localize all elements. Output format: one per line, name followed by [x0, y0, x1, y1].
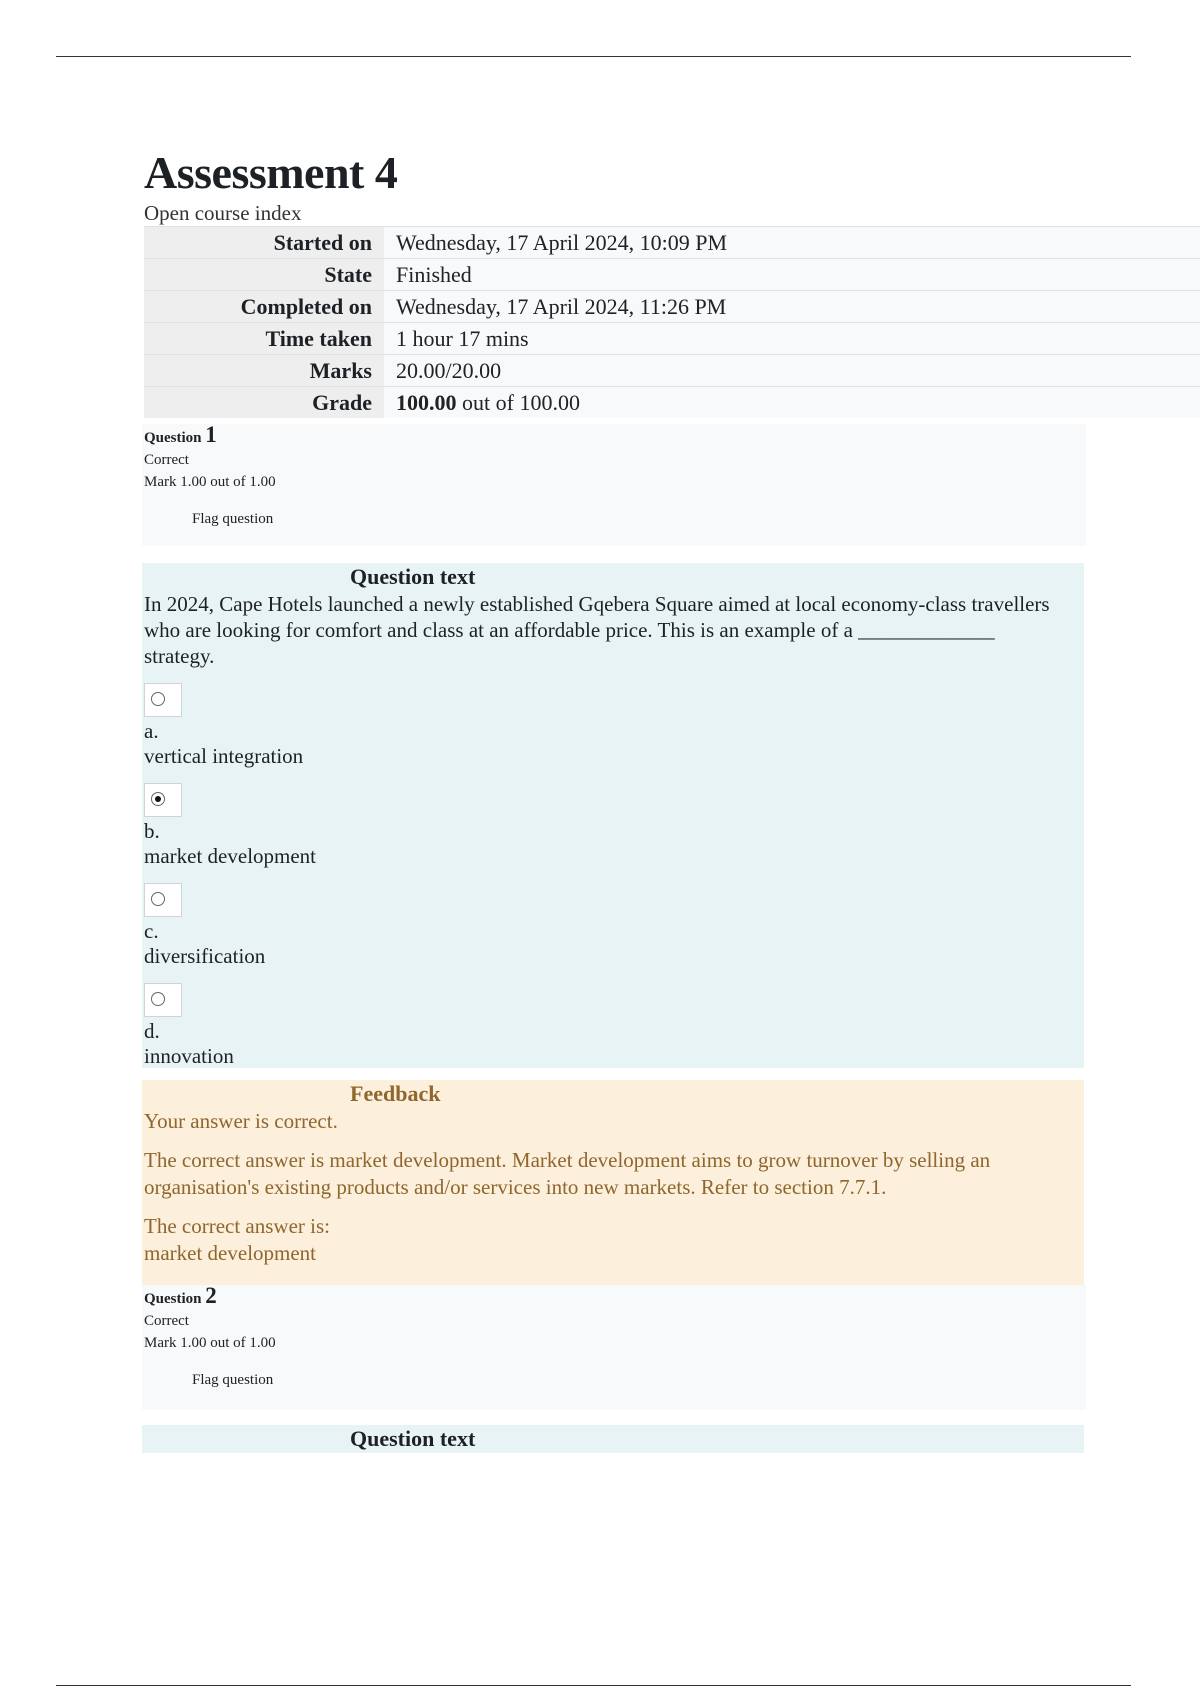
radio-option-d[interactable]	[144, 983, 182, 1017]
question-mark: Mark 1.00 out of 1.00	[144, 474, 276, 490]
grade-out-of: out of 100.00	[456, 389, 580, 415]
general-feedback: Your answer is correct.	[144, 1109, 338, 1133]
answer-option-b	[144, 783, 1082, 869]
option-text: innovation	[144, 1044, 234, 1068]
right-answer-label: The correct answer is:	[144, 1214, 330, 1238]
page-title: Assessment 4	[144, 147, 398, 198]
summary-label: Grade	[144, 387, 384, 419]
question-label: Question	[144, 1291, 202, 1307]
summary-row-state	[144, 259, 1200, 291]
option-letter: a.	[144, 719, 159, 743]
summary-row-grade	[144, 387, 1200, 419]
question-text-heading: Question text	[350, 564, 476, 589]
question-1-formulation	[142, 563, 1084, 1068]
quiz-review-content	[144, 148, 1200, 418]
radio-option-a[interactable]	[144, 683, 182, 717]
question-number	[144, 1285, 1084, 1310]
summary-row-time-taken	[144, 323, 1200, 355]
question-text-heading: Question text	[350, 1426, 476, 1451]
summary-value: Finished	[384, 259, 1200, 291]
summary-label: Time taken	[144, 323, 384, 355]
option-text: diversification	[144, 944, 266, 968]
answer-option-d	[144, 983, 1082, 1069]
question-1-info	[142, 424, 1086, 546]
option-letter: c.	[144, 919, 159, 943]
question-number	[144, 424, 1084, 449]
question-mark: Mark 1.00 out of 1.00	[144, 1335, 276, 1351]
radio-checked-icon	[151, 792, 165, 806]
radio-unchecked-icon	[151, 992, 165, 1006]
radio-option-b[interactable]	[144, 783, 182, 817]
radio-unchecked-icon	[151, 892, 165, 906]
summary-row-started-on	[144, 227, 1200, 259]
question-label: Question	[144, 430, 202, 446]
specific-feedback: The correct answer is market development. Market development aims to grow turnover by selling an organisation's existing products and/or services into new markets. Refer to section 7.7.1.	[144, 1148, 991, 1199]
radio-option-c[interactable]	[144, 883, 182, 917]
option-text: market development	[144, 844, 317, 868]
question-status: Correct	[144, 452, 189, 468]
right-answer	[144, 1213, 1082, 1267]
option-letter: d.	[144, 1019, 160, 1043]
attempt-summary-table	[144, 226, 1200, 418]
summary-label: Completed on	[144, 291, 384, 323]
page-bottom-rule	[56, 1685, 1131, 1686]
radio-unchecked-icon	[151, 692, 165, 706]
summary-row-completed-on	[144, 291, 1200, 323]
summary-row-marks	[144, 355, 1200, 387]
summary-label: State	[144, 259, 384, 291]
question-2-formulation	[142, 1425, 1084, 1453]
summary-value: 20.00/20.00	[384, 355, 1200, 387]
summary-value: 1 hour 17 mins	[384, 323, 1200, 355]
summary-value	[384, 387, 1200, 419]
answer-option-c	[144, 883, 1082, 969]
summary-value: Wednesday, 17 April 2024, 11:26 PM	[384, 291, 1200, 323]
question-text: In 2024, Cape Hotels launched a newly established Gqebera Square aimed at local economy-class travellers who are looking for comfort and class at an affordable price. This is an example of a _____________ strategy.	[144, 592, 1050, 668]
grade-score: 100.00	[396, 389, 457, 415]
page-top-rule	[56, 56, 1131, 57]
flag-question-button[interactable]: Flag question	[192, 511, 274, 527]
question-number-value: 1	[205, 422, 217, 447]
option-letter: b.	[144, 819, 160, 843]
summary-value: Wednesday, 17 April 2024, 10:09 PM	[384, 227, 1200, 259]
question-2-info	[142, 1285, 1086, 1410]
question-number-value: 2	[205, 1283, 217, 1308]
question-1-feedback	[142, 1080, 1084, 1290]
answer-option-a	[144, 683, 1082, 769]
question-status: Correct	[144, 1313, 189, 1329]
right-answer-value: market development	[144, 1241, 317, 1265]
summary-label: Started on	[144, 227, 384, 259]
feedback-heading: Feedback	[350, 1081, 441, 1106]
option-text: vertical integration	[144, 744, 304, 768]
flag-question-button[interactable]: Flag question	[192, 1372, 274, 1388]
open-course-index-link[interactable]: Open course index	[144, 201, 302, 225]
summary-label: Marks	[144, 355, 384, 387]
